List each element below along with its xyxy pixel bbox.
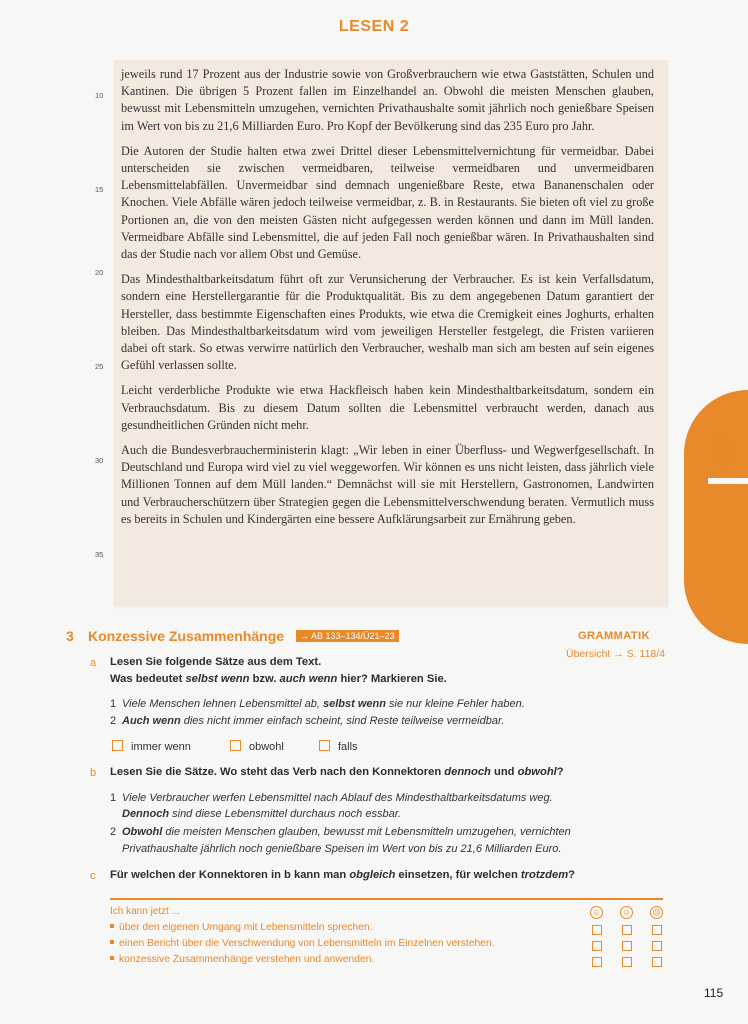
emphasis: auch wenn [279, 673, 338, 685]
smiley-happy-icon: ☺ [590, 906, 603, 919]
reading-paragraph-2: Die Autoren der Studie halten etwa zwei Drittel dieser Lebensmittelvernichtung für vermeidbar. Dabei unterscheiden sie zwischen vermeidbaren, teilweise vermeidbaren und unvermeidbaren Lebensmittelabfällen. Unvermeidbar sind demnach ungenießbare Reste, etwa Bananenschalen oder Knochen. Viele Abfälle wären jedoch teilweise vermeidbar, z. B. in Restaurants. Sie bieten oft viel zu große Portionen an, die von den meisten Gästen nicht aufgegessen werden können und dann im Müll landen. Vermeidbare Abfälle sind Lebensmittel, die auf jeden Fall noch genießbar wären. In Privathaushalten sind das der Studie nach vor allem Obst und Gemüse. [121, 143, 654, 262]
line-number: 25 [95, 362, 104, 371]
rating-checkbox[interactable] [652, 925, 662, 935]
text: Für welchen der Konnektoren in b kann man [110, 869, 350, 881]
self-check-text: über den eigenen Umgang mit Lebensmitteln sprechen. [119, 922, 373, 933]
text: Was bedeutet [110, 673, 186, 685]
task-letter-b: b [90, 767, 97, 779]
connector: Auch wenn [122, 715, 181, 727]
example-sentence-a2 [122, 715, 504, 727]
rating-checkbox[interactable] [592, 941, 602, 951]
text: einsetzen, für welchen [395, 869, 521, 881]
reading-paragraph-3: Das Mindesthaltbarkeitsdatum führt oft zur Verunsicherung der Verbraucher. Es ist kein Verfallsdatum, sondern eine Herstellergarantie für die Produktqualität. Bis zu dem angegebenen Datum garantiert der Hersteller, dass bestimmte Eigenschaften eines Produkts, wie etwa die Cremigkeit eines Joghurts, erhalten bleiben. Das Mindesthaltbarkeitsdatum wird vom jeweiligen Hersteller festgelegt, die Fristen variieren dabei oft stark. So etwas verwirre natürlich den Verbraucher, weshalb man sich am besten auf sein eigenes Gefühl verlassen sollte. [121, 272, 654, 373]
section-number: 3 [66, 628, 74, 644]
checkbox[interactable] [319, 740, 330, 751]
example-sentence-b1-line1 [122, 792, 553, 804]
option-label: obwohl [249, 741, 284, 753]
self-check-item [110, 954, 374, 965]
text: sie nur kleine Fehler haben. [385, 698, 525, 710]
rating-checkbox[interactable] [652, 957, 662, 967]
emphasis: obwohl [517, 766, 557, 778]
example-sentence-a1 [122, 698, 525, 710]
rating-checkbox[interactable] [592, 925, 602, 935]
task-a-instruction-2 [110, 673, 447, 685]
bullet [110, 924, 114, 928]
task-a-instruction-1: Lesen Sie folgende Sätze aus dem Text. [110, 656, 322, 668]
emphasis: dennoch [444, 766, 491, 778]
chapter-tab-divider [708, 478, 748, 484]
self-check-text: konzessive Zusammenhänge verstehen und anwenden. [119, 954, 375, 965]
emphasis: selbst wenn [185, 673, 250, 685]
bullet [110, 956, 114, 960]
text: Viele Menschen lehnen Lebensmittel ab, [122, 698, 323, 710]
connector: Dennoch [122, 808, 170, 820]
chapter-number: 8 [712, 426, 736, 473]
reading-paragraph-1: jeweils rund 17 Prozent aus der Industrie sowie von Großverbrauchern wie etwa Gaststätten, Schulen und Kantinen. Die übrigen 5 Prozent fallen im Einzelhandel an. Obwohl die meisten Menschen glauben, bewusst mit Lebensmitteln umzugehen, vernichten Privathaushalte somit jährlich noch genießbare Speisen im Wert von bis zu 21,6 Milliarden Euro. Pro Kopf der Bevölkerung sind das 235 Euro pro Jahr. [121, 67, 654, 133]
text: Lesen Sie die Sätze. Wo steht das Verb nach den Konnektoren [110, 766, 445, 778]
self-check-item [110, 938, 495, 949]
self-check-item [110, 922, 373, 933]
option-label: immer wenn [131, 741, 191, 753]
text: ? [556, 766, 564, 778]
text: ? [568, 869, 576, 881]
grammar-label: GRAMMATIK [578, 630, 651, 642]
option-checkbox[interactable] [319, 740, 358, 753]
rating-checkbox[interactable] [622, 941, 632, 951]
checkbox[interactable] [112, 740, 123, 751]
example-sentence-b1-line2 [122, 808, 401, 820]
text: sind diese Lebensmittel durchaus noch essbar. [169, 808, 402, 820]
reading-paragraph-5: Auch die Bundesverbraucherministerin klagt: „Wir leben in einer Überfluss- und Wegwerfgesellschaft. In Deutschland und Europa wird viel zu viel weggeworfen. Wir können es uns nicht leisten, dass jährlich viele Millionen Tonnen auf dem Müll landen.“ Demnächst will sie mit Herstellern, Gastronomen, Landwirten und Verbraucherschützern über Strategien gegen die Lebensmittelverschwendung beraten. Vermutlich muss es bereits in Schulen und Kindergärten eine bessere Aufklärungsarbeit zur Ernährung geben. [121, 443, 654, 526]
page-number: 115 [704, 986, 724, 1000]
connector: Obwohl [122, 826, 163, 838]
task-letter-a: a [90, 657, 97, 669]
line-number: 20 [95, 268, 104, 277]
rating-checkbox[interactable] [622, 925, 632, 935]
example-sentence-b2-line2 [122, 843, 561, 855]
smiley-neutral-icon: ☺ [620, 906, 633, 919]
example-sentence-b2-line1 [122, 826, 571, 838]
option-checkbox[interactable] [112, 740, 191, 753]
page-title: LESEN 2 [338, 18, 410, 35]
text: Viele Verbraucher werfen Lebensmittel nach Ablauf des Mindesthaltbarkeitsdatums weg. [122, 792, 553, 804]
text: hier? Markieren Sie. [337, 673, 447, 685]
line-number: 30 [95, 456, 104, 465]
text: bzw. [249, 673, 280, 685]
example-number: 1 [110, 698, 117, 710]
example-number: 1 [110, 792, 117, 804]
self-check-heading: Ich kann jetzt ... [110, 906, 181, 917]
option-checkbox[interactable] [230, 740, 284, 753]
line-number: 35 [95, 550, 104, 559]
self-check-divider [110, 898, 663, 900]
connector: selbst wenn [323, 698, 386, 710]
text: dies nicht immer einfach scheint, sind Reste teilweise vermeidbar. [180, 715, 505, 727]
text: die meisten Menschen glauben, bewusst mit Lebensmitteln umzugehen, vernichten [162, 826, 571, 838]
bullet [110, 940, 114, 944]
emphasis: obgleich [349, 869, 396, 881]
example-number: 2 [110, 715, 117, 727]
text: und [490, 766, 518, 778]
text: Privathaushalte jährlich noch genießbare Speisen im Wert von bis zu 21,6 Milliarden Euro. [122, 843, 562, 855]
grammar-reference: Übersicht → S. 118/4 [566, 648, 666, 660]
rating-checkbox[interactable] [652, 941, 662, 951]
task-letter-c: c [90, 870, 96, 882]
emphasis: trotzdem [520, 869, 569, 881]
task-c-instruction [110, 869, 575, 881]
reading-text [121, 66, 654, 536]
smiley-sad-icon: ☹ [650, 906, 663, 919]
section-title: Konzessive Zusammenhänge [88, 628, 285, 644]
reading-paragraph-4: Leicht verderbliche Produkte wie etwa Hackfleisch haben kein Mindesthaltbarkeitsdatum, sondern ein Verbrauchsdatum. Bis zu diesem Datum sollten die Lebensmittel verbraucht werden, danach aus gesundheitlichen Gründen nicht mehr. [121, 383, 654, 432]
checkbox[interactable] [230, 740, 241, 751]
example-number: 2 [110, 826, 117, 838]
rating-checkbox[interactable] [622, 957, 632, 967]
option-label: falls [338, 741, 358, 753]
line-number: 15 [95, 185, 104, 194]
rating-checkbox[interactable] [592, 957, 602, 967]
self-check-text: einen Bericht über die Verschwendung von Lebensmitteln im Einzelnen verstehen. [119, 938, 495, 949]
workbook-reference: → AB 133–134/Ü21–23 [296, 630, 399, 642]
task-b-instruction [110, 766, 564, 778]
line-number: 10 [95, 91, 104, 100]
